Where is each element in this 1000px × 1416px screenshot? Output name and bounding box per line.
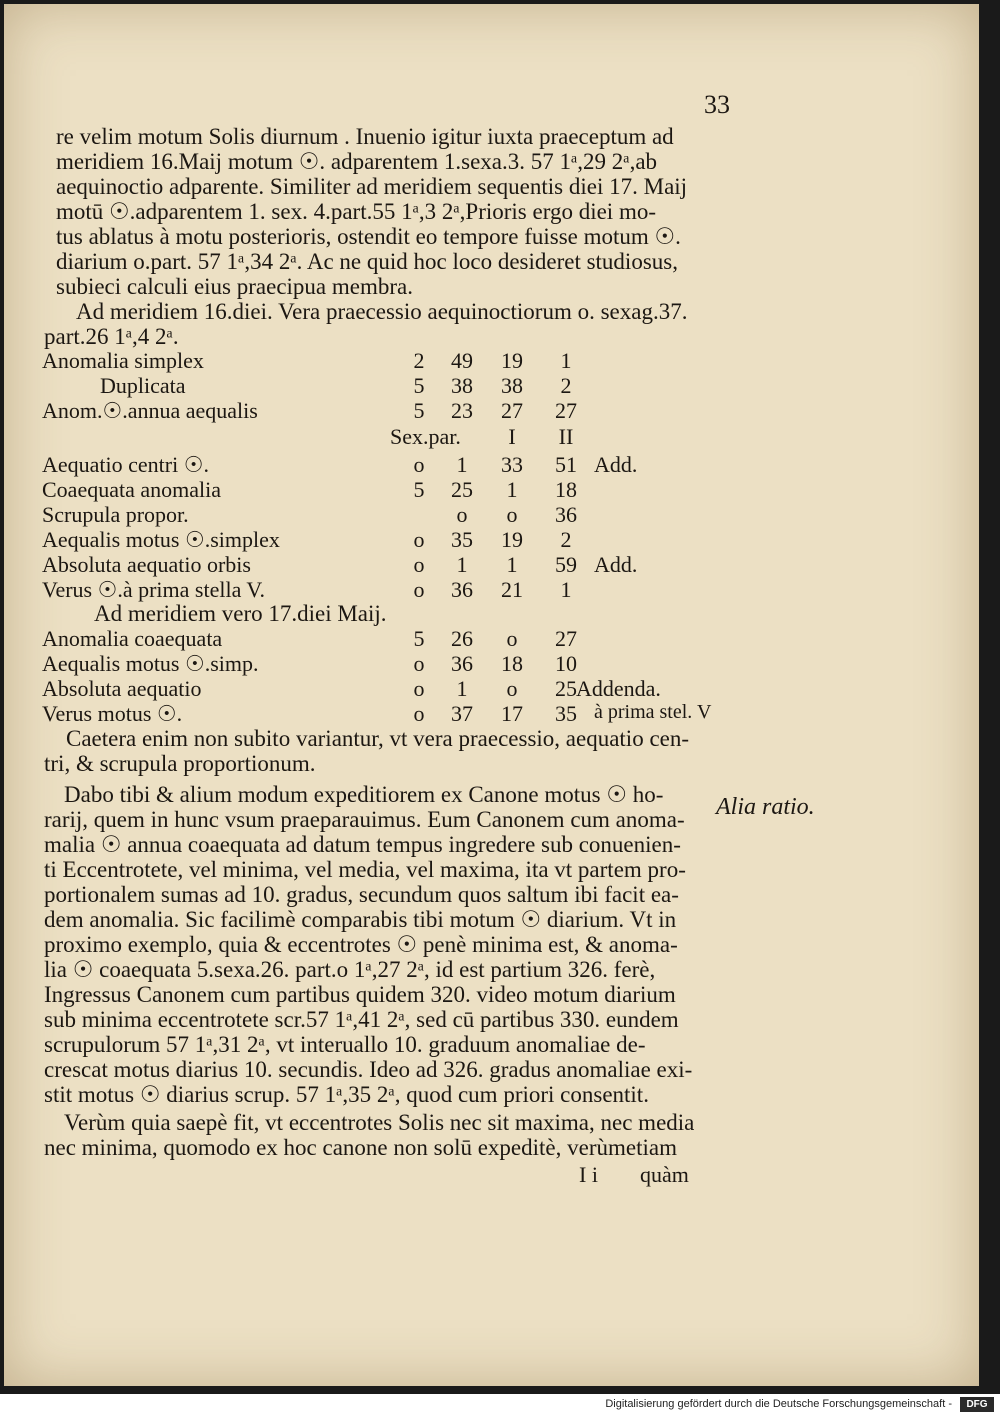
row-note: à prima stel. V — [594, 701, 712, 723]
table-row — [42, 373, 682, 398]
cell-value: 1 — [506, 552, 518, 577]
cell-value: 37 — [451, 701, 473, 726]
text-line: nec minima, quomodo ex hoc canone non solū expeditè, verùmetiam — [44, 1135, 677, 1160]
cell-value: 1 — [456, 676, 468, 701]
text-line: meridiem 16.Maij motum ☉. adparentem 1.sexa.3. 57 1ᵃ,29 2ᵃ,ab — [56, 149, 658, 174]
cell-value: 35 — [451, 527, 473, 552]
cell-value: 27 — [501, 398, 523, 423]
text-line: Ad meridiem 16.diei. Vera praecessio aequinoctiorum o. sexag.37. — [76, 299, 688, 324]
cell-value: 51 — [555, 452, 577, 477]
cell-value: 38 — [501, 373, 523, 398]
row-label: Scrupula propor. — [42, 502, 189, 527]
row-label: Anomalia simplex — [42, 348, 204, 373]
cell-value: o — [506, 502, 518, 527]
cell-value: 27 — [555, 626, 577, 651]
table-row — [42, 626, 722, 651]
row-label: Duplicata — [100, 373, 186, 398]
cell-value: 17 — [501, 701, 523, 726]
cell-value: 35 — [555, 701, 577, 726]
cell-value: o — [413, 676, 425, 701]
margin-note: Alia ratio. — [716, 794, 815, 820]
row-label: Absoluta aequatio orbis — [42, 552, 251, 577]
table-heading: Ad meridiem vero 17.diei Maij. — [94, 601, 387, 626]
text-line: part.26 1ᵃ,4 2ᵃ. — [44, 324, 179, 349]
table-header-row — [42, 424, 682, 449]
text-line: malia ☉ annua coaequata ad datum tempus ingredere sub conuenien- — [44, 832, 681, 857]
column-header: Sex.par. — [390, 424, 461, 449]
text-line: Caetera enim non subito variantur, vt vera praecessio, aequatio cen- — [66, 726, 690, 751]
table-row — [42, 527, 682, 552]
cell-value: o — [506, 676, 518, 701]
text-line: aequinoctio adparente. Similiter ad meridiem sequentis diei 17. Maij — [56, 174, 688, 199]
text-line: scrupulorum 57 1ᵃ,31 2ᵃ, vt interuallo 10. graduum anomaliae de- — [44, 1032, 646, 1057]
row-label: Aequatio centri ☉. — [42, 452, 209, 477]
row-note: Add. — [594, 552, 638, 577]
cell-value: o — [413, 552, 425, 577]
text-line: Verùm quia saepè fit, vt eccentrotes Solis nec sit maxima, nec media — [64, 1110, 695, 1135]
digitization-footer — [0, 1394, 1000, 1416]
table-row — [42, 676, 722, 701]
cell-value: o — [413, 527, 425, 552]
cell-value: 1 — [456, 552, 468, 577]
cell-value: 10 — [555, 651, 577, 676]
row-label: Absoluta aequatio — [42, 676, 202, 701]
cell-value: 19 — [501, 348, 523, 373]
cell-value: o — [413, 577, 425, 602]
cell-value: 2 — [560, 527, 572, 552]
column-header: II — [558, 424, 574, 449]
table-row — [42, 651, 722, 676]
column-header: I — [508, 424, 516, 449]
row-label: Verus ☉.à prima stella V. — [42, 577, 265, 602]
cell-value: 1 — [560, 348, 572, 373]
table-row — [42, 577, 682, 602]
cell-value: 18 — [501, 651, 523, 676]
cell-value: 5 — [413, 626, 425, 651]
cell-value: 36 — [451, 651, 473, 676]
row-label: Coaequata anomalia — [42, 477, 221, 502]
cell-value: 19 — [501, 527, 523, 552]
text-line: subieci calculi eius praecipua membra. — [56, 274, 413, 299]
table-row — [42, 502, 682, 527]
text-line: dem anomalia. Sic facilimè comparabis tibi motum ☉ diarium. Vt in — [44, 907, 677, 932]
text-line: proximo exemplo, quia & eccentrotes ☉ penè minima est, & anoma- — [44, 932, 678, 957]
cell-value: 26 — [451, 626, 473, 651]
cell-value: o — [413, 701, 425, 726]
text-line: crescat motus diarius 10. secundis. Ideo ad 326. gradus anomaliae exi- — [44, 1057, 693, 1082]
text-line: motū ☉.adparentem 1. sex. 4.part.55 1ᵃ,3 2ᵃ,Prioris ergo diei mo- — [56, 199, 656, 224]
text-line: portionalem sumas ad 10. gradus, secundum quos saltum ibi facit ea- — [44, 882, 679, 907]
cell-value: 21 — [501, 577, 523, 602]
cell-value: 49 — [451, 348, 473, 373]
text-line: sub minima eccentrotete scr.57 1ᵃ,41 2ᵃ, sed cū partibus 330. eundem — [44, 1007, 679, 1032]
cell-value: 2 — [560, 373, 572, 398]
table-row — [42, 552, 682, 577]
cell-value: 25 — [451, 477, 473, 502]
table-row — [42, 348, 682, 373]
cell-value: 18 — [555, 477, 577, 502]
row-label: Anomalia coaequata — [42, 626, 223, 651]
cell-value: 2 — [413, 348, 425, 373]
text-line: Ingressus Canonem cum partibus quidem 320. video motum diarium — [44, 982, 676, 1007]
cell-value: 23 — [451, 398, 473, 423]
cell-value: 33 — [501, 452, 523, 477]
footer-credit: Digitalisierung gefördert durch die Deutsche Forschungsgemeinschaft - — [605, 1398, 952, 1410]
cell-value: o — [506, 626, 518, 651]
cell-value: 27 — [555, 398, 577, 423]
cell-value: 5 — [413, 398, 425, 423]
text-line: tri, & scrupula proportionum. — [44, 751, 316, 776]
cell-value: 1 — [560, 577, 572, 602]
text-line: diarium o.part. 57 1ᵃ,34 2ᵃ. Ac ne quid hoc loco desideret studiosus, — [56, 249, 678, 274]
text-line: re velim motum Solis diurnum . Inuenio igitur iuxta praeceptum ad — [56, 124, 674, 149]
cell-value: 36 — [451, 577, 473, 602]
table-row — [42, 477, 682, 502]
cell-value: 1 — [456, 452, 468, 477]
page-number: 33 — [704, 90, 730, 119]
cell-value: o — [413, 452, 425, 477]
text-line: tus ablatus à motu posterioris, ostendit eo tempore fuisse motum ☉. — [56, 224, 681, 249]
cell-value: o — [456, 502, 468, 527]
table-row — [42, 701, 722, 726]
signature-mark: I i — [579, 1162, 598, 1187]
table-row — [42, 452, 682, 477]
cell-value: o — [413, 651, 425, 676]
cell-value: 5 — [413, 373, 425, 398]
row-label: Anom.☉.annua aequalis — [42, 398, 258, 423]
text-line: ti Eccentrotete, vel minima, vel media, vel maxima, ita vt partem pro- — [44, 857, 686, 882]
row-label: Verus motus ☉. — [42, 701, 183, 726]
text-line: Dabo tibi & alium modum expeditiorem ex Canone motus ☉ ho- — [64, 782, 664, 807]
cell-value: 38 — [451, 373, 473, 398]
cell-value: 36 — [555, 502, 577, 527]
row-note: Addenda. — [576, 676, 661, 701]
text-line: rarij, quem in hunc vsum praeparauimus. Eum Canonem cum anoma- — [44, 807, 685, 832]
row-label: Aequalis motus ☉.simplex — [42, 527, 280, 552]
cell-value: 59 — [555, 552, 577, 577]
cell-value: 25 — [555, 676, 577, 701]
dfg-logo: DFG — [960, 1397, 994, 1412]
text-line: lia ☉ coaequata 5.sexa.26. part.o 1ᵃ,27 2ᵃ, id est partium 326. ferè, — [44, 957, 656, 982]
table-row — [42, 398, 682, 423]
cell-value: 1 — [506, 477, 518, 502]
text-line: stit motus ☉ diarius scrup. 57 1ᵃ,35 2ᵃ, quod cum priori consentit. — [44, 1082, 649, 1107]
cell-value: 5 — [413, 477, 425, 502]
catchword: quàm — [640, 1162, 689, 1187]
row-label: Aequalis motus ☉.simp. — [42, 651, 259, 676]
row-note: Add. — [594, 452, 638, 477]
book-page — [4, 4, 979, 1386]
